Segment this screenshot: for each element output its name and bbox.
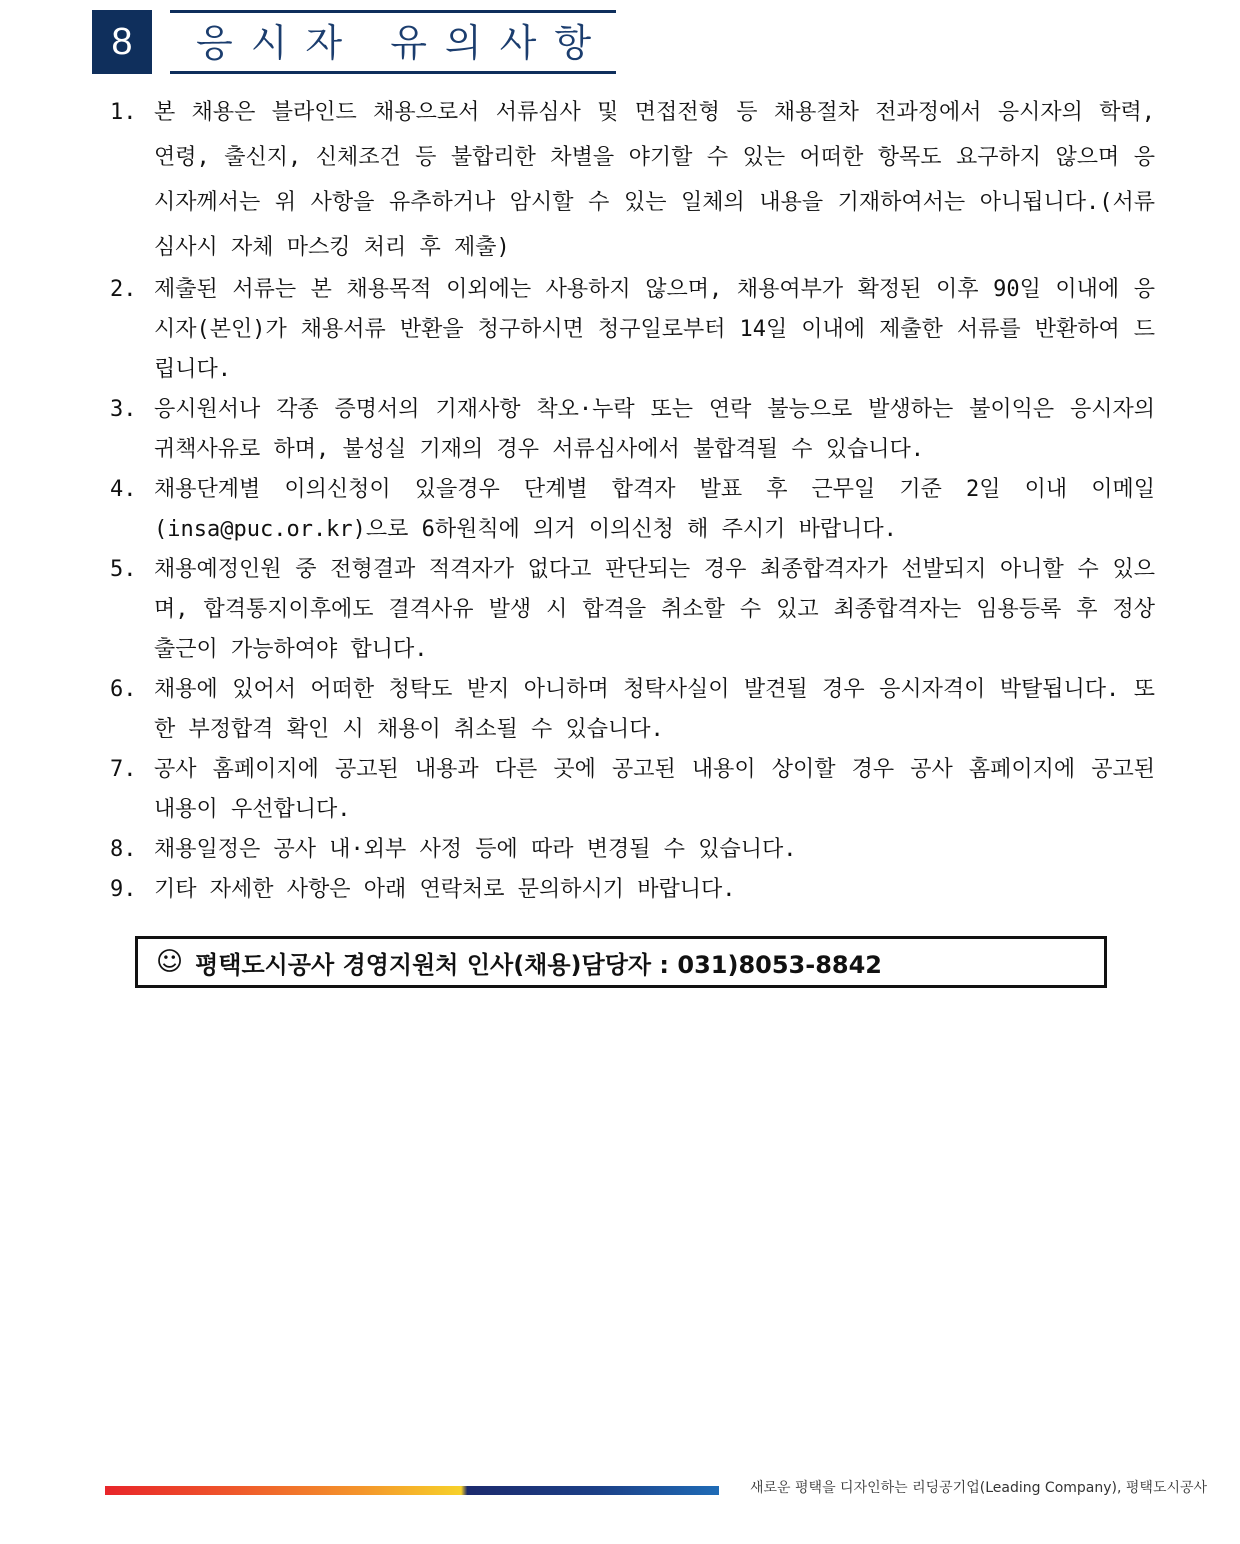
notice-number: 2. [110,277,137,302]
notice-item [110,870,1155,910]
contact-box [135,936,1107,988]
notice-text: 응시원서나 각종 증명서의 기재사항 착오·누락 또는 연락 불능으로 발생하는 불이익은 응시자의 귀책사유로 하며, 불성실 기재의 경우 서류심사에서 불합격될 수 있습니다. [154,397,1155,462]
notice-number: 3. [110,397,137,422]
notice-item [110,550,1155,670]
section-title: 응시자 유의사항 [196,21,610,65]
notice-text: 제출된 서류는 본 채용목적 이외에는 사용하지 않으며, 채용여부가 확정된 이후 90일 이내에 응시자(본인)가 채용서류 반환을 청구하시면 청구일로부터 14일 이내에 제출한 서류를 반환하여 드립니다. [154,277,1155,382]
notice-number: 6. [110,677,137,702]
notice-number: 7. [110,757,137,782]
section-title-box [170,10,616,74]
notice-item [110,390,1155,470]
notice-text: 공사 홈페이지에 공고된 내용과 다른 곳에 공고된 내용이 상이할 경우 공사 홈페이지에 공고된 내용이 우선합니다. [154,757,1155,822]
notice-text: 채용일정은 공사 내·외부 사정 등에 따라 변경될 수 있습니다. [154,837,797,862]
notice-item [110,830,1155,870]
notice-number: 1. [110,100,137,125]
section-number-badge: 8 [92,10,152,74]
notice-text: 기타 자세한 사항은 아래 연락처로 문의하시기 바랍니다. [154,877,736,902]
notice-list [110,90,1155,910]
notice-number: 8. [110,837,137,862]
contact-text: 평택도시공사 경영지원처 인사(채용)담당자 : 031)8053-8842 [195,950,882,979]
footer-color-bar [105,1486,719,1495]
notice-text: 채용예정인원 중 전형결과 적격자가 없다고 판단되는 경우 최종합격자가 선발되지 아니할 수 있으며, 합격통지이후에도 결격사유 발생 시 합격을 취소할 수 있고 최종합격자는 임용등록 후 정상출근이 가능하여야 합니다. [154,557,1155,662]
notice-number: 5. [110,557,137,582]
notice-item [110,470,1155,550]
notice-text: 본 채용은 블라인드 채용으로서 서류심사 및 면접전형 등 채용절차 전과정에서 응시자의 학력, 연령, 출신지, 신체조건 등 불합리한 차별을 야기할 수 있는 어떠한 항목도 요구하지 않으며 응시자께서는 위 사항을 유추하거나 암시할 수 있는 일체의 내용을 기재하여서는 아니됩니다.(서류심사시 자체 마스킹 처리 후 제출) [154,100,1155,260]
notice-number: 4. [110,477,137,502]
smile-icon: ☺ [156,947,184,977]
notice-item [110,90,1155,270]
notice-text: 채용에 있어서 어떠한 청탁도 받지 아니하며 청탁사실이 발견될 경우 응시자격이 박탈됩니다. 또한 부정합격 확인 시 채용이 취소될 수 있습니다. [154,677,1155,742]
footer-slogan: 새로운 평택을 디자인하는 리딩공기업(Leading Company), 평택도시공사 [750,1480,1208,1496]
notice-item [110,270,1155,390]
notice-item [110,750,1155,830]
section-header [92,10,616,74]
notice-text: 채용단계별 이의신청이 있을경우 단계별 합격자 발표 후 근무일 기준 2일 이내 이메일(insa@puc.or.kr)으로 6하원칙에 의거 이의신청 해 주시기 바랍니다. [154,477,1155,542]
notice-number: 9. [110,877,137,902]
notice-item [110,670,1155,750]
